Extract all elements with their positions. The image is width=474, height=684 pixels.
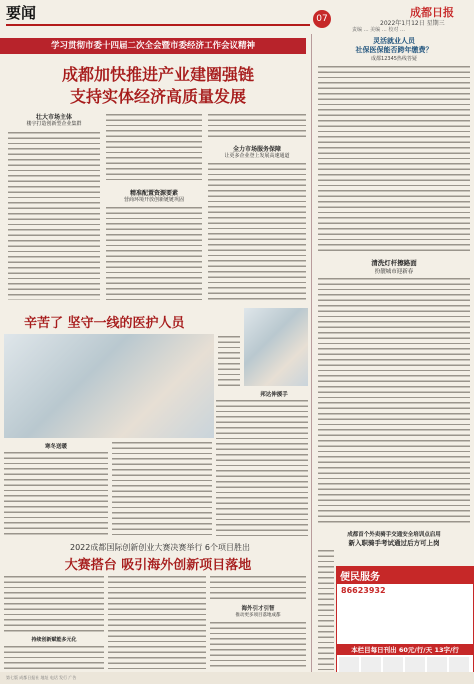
ad-phone: 86623932 bbox=[341, 586, 386, 595]
photo-right-body bbox=[216, 398, 308, 536]
photo-caption-right: 邦达伸援手 bbox=[260, 392, 288, 398]
photo-story-title: 辛苦了 坚守一线的医护人员 bbox=[24, 316, 185, 331]
photo-left-body bbox=[4, 450, 108, 536]
right-low-head: 成都首个外卖骑手交通安全培训点启用 bbox=[347, 532, 441, 538]
lower-headline: 大赛搭台 吸引海外创新项目落地 bbox=[64, 558, 252, 573]
right-mid-head: 清洗灯杆擦路面 bbox=[371, 259, 417, 267]
page-number-badge: 07 bbox=[313, 10, 331, 28]
col3-sub: 让更多企业登上发展高速通道 bbox=[224, 153, 290, 159]
col3-body bbox=[208, 161, 306, 300]
col1-head: 壮大市场主体 bbox=[35, 114, 72, 121]
right-low-sub: 新入职骑手考试通过后方可上岗 bbox=[348, 539, 440, 547]
right-top-title2: 社保医保能否跨年缴费？ bbox=[355, 46, 433, 54]
lower-col3a bbox=[210, 574, 306, 602]
page-footer: 第七版 成都日报社 地址 电话 发行 广告 bbox=[0, 672, 474, 684]
section-title: 要闻 bbox=[6, 4, 37, 22]
right-low-body bbox=[318, 548, 334, 670]
photo-caption-left: 寒冬送暖 bbox=[44, 444, 67, 450]
lower-col3b bbox=[210, 620, 306, 670]
photo-side-text bbox=[218, 334, 240, 386]
lead-headline-line2: 支持实体经济高质量发展 bbox=[69, 87, 246, 106]
lower-sub2: 推动更多项目落地成都 bbox=[235, 613, 281, 618]
right-top-body bbox=[318, 64, 470, 254]
photo-mid-body bbox=[112, 440, 212, 536]
ad-title: 便民服务 bbox=[337, 567, 473, 584]
right-top-title: 灵活就业人员 bbox=[373, 37, 415, 45]
lower-col2 bbox=[108, 574, 206, 670]
col1-sub: 楼宇打造创新型企业集群 bbox=[26, 121, 82, 127]
col2-head: 精准配置资源要素 bbox=[129, 190, 178, 197]
col3-body-top bbox=[208, 112, 306, 140]
ad-rate-line: 本栏目每日刊出 60元/行/天 13字/行 bbox=[337, 644, 473, 655]
right-mid-sub: 扮靓城市迎新春 bbox=[374, 269, 414, 275]
issue-date: 2022年1月12日 星期三 bbox=[380, 20, 445, 27]
lower-left-sub: 持续创新赋能多元化 bbox=[31, 637, 77, 643]
masthead-rule bbox=[6, 24, 310, 26]
lower-kicker: 2022成都国际创新创业大赛决赛举行 6个项目胜出 bbox=[70, 543, 250, 552]
classified-ad-box bbox=[336, 566, 474, 678]
lead-headline-line1: 成都加快推进产业建圈强链 bbox=[61, 65, 254, 84]
newspaper-brand: 成都日报 bbox=[410, 6, 454, 19]
col2-body-top bbox=[106, 112, 202, 184]
col3-head: 全力市场服务保障 bbox=[232, 146, 281, 153]
col2-sub: 营商环境开放创新链链巩固 bbox=[123, 197, 184, 203]
column-divider bbox=[311, 34, 312, 674]
side-photo bbox=[244, 308, 308, 386]
nurses-photo bbox=[4, 334, 214, 438]
editor-line: 责编 … 美编 … 校对 … bbox=[352, 27, 405, 33]
lead-headline bbox=[10, 64, 306, 108]
lower-sub: 海外引才引智 bbox=[241, 606, 275, 612]
col1-body bbox=[8, 130, 100, 300]
theme-banner: 学习贯彻市委十四届二次全会暨市委经济工作会议精神 bbox=[0, 38, 306, 54]
right-mid-body bbox=[318, 276, 470, 526]
right-top-sub: 成都12345热线答疑 bbox=[371, 56, 417, 62]
col2-body bbox=[106, 205, 202, 300]
lower-col1b bbox=[4, 644, 104, 670]
lower-col1 bbox=[4, 574, 104, 634]
